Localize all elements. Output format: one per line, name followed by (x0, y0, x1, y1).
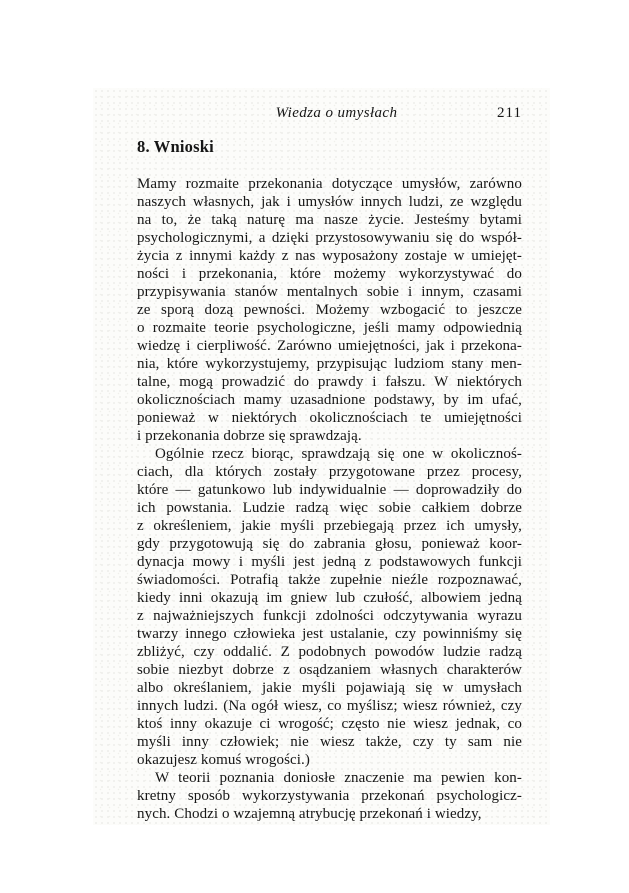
text-line: ze sporą dozą pewności. Możemy wzbogacić to jeszcze (137, 302, 522, 318)
text-line: innych ludzi. (Na ogół wiesz, co myślisz; wiesz również, czy (137, 698, 522, 714)
paragraph (137, 445, 522, 769)
text-line: ności i przekonania, które możemy wykorzystywać do (137, 266, 522, 282)
running-head-title: Wiedza o umysłach (275, 105, 398, 121)
text-line: ktoś inny okazuje ci wrogość; często nie wiesz jednak, co (137, 716, 522, 732)
text-line: ponieważ w niektórych okolicznościach te umiejętności (137, 410, 522, 426)
paragraph (137, 769, 522, 823)
text-line: sobie niezbyt dobrze z osądzaniem własnych charakterów (137, 662, 522, 678)
text-line: ich powstania. Ludzie radzą więc sobie całkiem dobrze (137, 500, 522, 516)
text-line: życia z innymi każdy z nas wyposażony zostaje w umiejęt- (137, 248, 522, 264)
text-line: okolicznościach mamy uzasadnione podstawy, by im ufać, (137, 392, 522, 408)
text-line: Mamy rozmaite przekonania dotyczące umysłów, zarówno (137, 176, 522, 192)
text-line: z określeniem, jakie myśli przebiegają przez ich umysły, (137, 518, 522, 534)
text-line: dynacja mowy i myśli jest jedną z podstawowych funkcji (137, 554, 522, 570)
text-line: kretny sposób wykorzystywania przekonań psychologicz- (137, 788, 522, 804)
text-line: talne, mogą prowadzić do prawdy i fałszu. W niektórych (137, 374, 522, 390)
section-heading: 8. Wnioski (137, 137, 214, 156)
text-line: przypisywania stanów mentalnych sobie i innym, czasami (137, 284, 522, 300)
text-line: psychologicznymi, a dzięki przystosowywaniu się do współ- (137, 230, 522, 246)
book-page (93, 88, 550, 825)
text-line: myśli inny człowiek; nie wiesz także, czy ty sam nie (137, 734, 522, 750)
text-line: na to, że taką naturę ma nasze życie. Jesteśmy bytami (137, 212, 522, 228)
text-line: świadomości. Potrafią także zupełnie nieźle rozpoznawać, (137, 572, 522, 588)
text-line: twarzy innego człowieka jest ustalanie, czy powinniśmy się (137, 626, 522, 642)
text-line: gdy przygotowują się do zabrania głosu, ponieważ koor- (137, 536, 522, 552)
text-line: nych. Chodzi o wzajemną atrybucję przekonań i wiedzy, (137, 806, 482, 822)
text-line: kiedy inni okazują im gniew lub czułość, albowiem jedną (137, 590, 522, 606)
text-line: z najważniejszych funkcji zdolności odczytywania wyrazu (137, 608, 522, 624)
body-text (137, 175, 522, 823)
text-line: które — gatunkowo lub indywidualnie — doprowadziły do (137, 482, 522, 498)
running-head (137, 104, 522, 122)
text-line: o rozmaite teorie psychologiczne, jeśli mamy odpowiednią (137, 320, 522, 336)
text-line: zbliżyć, czy oddalić. Z podobnych powodów ludzie radzą (137, 644, 522, 660)
text-line: i przekonania dobrze się sprawdzają. (137, 428, 362, 444)
page-number: 211 (497, 105, 522, 121)
page-content (93, 88, 550, 823)
text-line: nia, które wykorzystujemy, przypisując ludziom stany men- (137, 356, 522, 372)
text-line: wiedzę i cierpliwość. Zarówno umiejętności, jak i przekona- (137, 338, 522, 354)
text-line: Ogólnie rzecz biorąc, sprawdzają się one w okolicznoś- (155, 446, 522, 462)
text-line: W teorii poznania doniosłe znaczenie ma pewien kon- (155, 770, 522, 786)
text-line: albo określaniem, jakie myśli pojawiają się w umysłach (137, 680, 522, 696)
text-line: ciach, dla których zostały przygotowane przez procesy, (137, 464, 522, 480)
text-line: naszych własnych, jak i umysłów innych ludzi, ze względu (137, 194, 522, 210)
paragraph (137, 175, 522, 445)
text-line: okazujesz komuś wrogości.) (137, 752, 310, 768)
